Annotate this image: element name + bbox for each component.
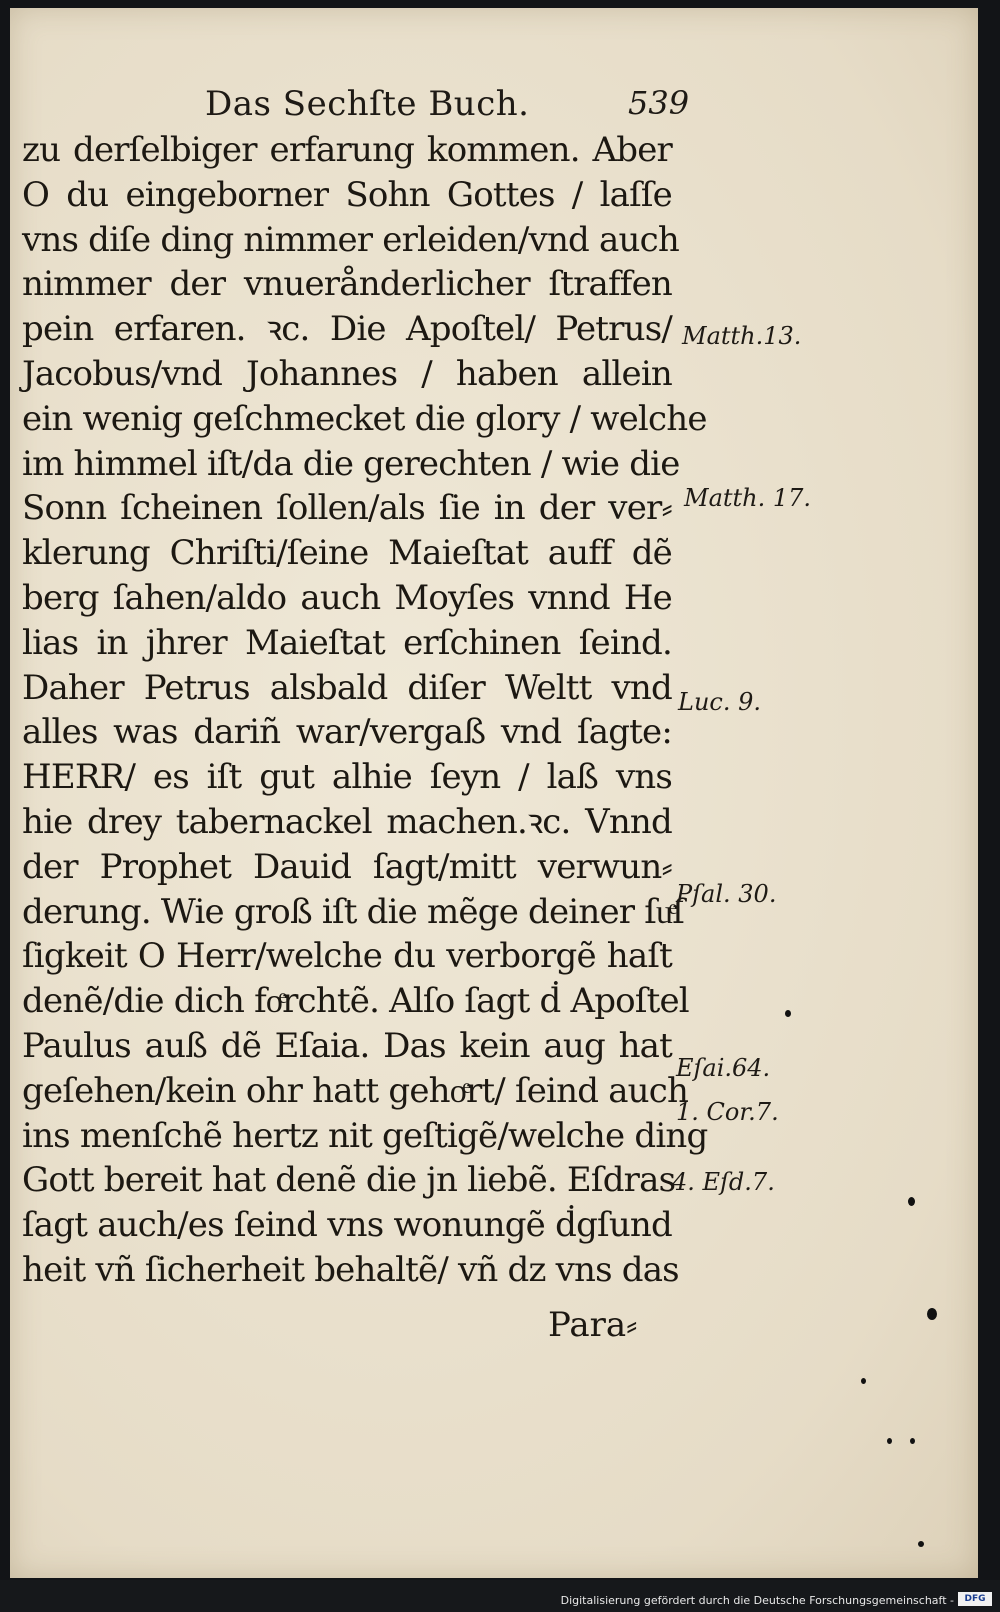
margin-note: 4. Eſd.7. <box>672 1168 775 1196</box>
text-line: denẽ/die dich foͤrchtẽ. Alſo ſagt ḋ Apoſtel <box>22 981 689 1022</box>
ink-speck <box>927 1308 937 1320</box>
footer-credit: Digitalisierung gefördert durch die Deutsche Forschungsgemeinschaft - <box>560 1594 954 1607</box>
ink-speck <box>910 1438 915 1444</box>
margin-note: Luc. 9. <box>678 688 761 716</box>
text-line: Daher Petrus alsbald diſer Weltt vnd <box>22 667 672 708</box>
text-line: Sonn ſcheinen ſollen/als ſie in der ver⸗ <box>22 488 672 529</box>
text-line: im himmel iſt/da die gerechten / wie die <box>22 443 680 484</box>
ink-speck <box>861 1378 866 1384</box>
text-line: nimmer der vnuerånderlicher ſtraffen <box>22 264 672 305</box>
text-line: Gott bereit hat denẽ die jn liebẽ. Eſdras <box>22 1160 676 1201</box>
ink-speck <box>785 1010 791 1017</box>
margin-note: Matth.13. <box>682 322 802 350</box>
text-line: pein erfaren. ꝛc. Die Apoſtel/ Petrus/ <box>22 309 672 350</box>
text-line: hie drey tabernackel machen.ꝛc. Vnnd <box>22 801 672 842</box>
page-number: 539 <box>628 84 690 122</box>
text-line: klerung Chriſti/ſeine Maieſtat auff dẽ <box>22 533 672 574</box>
margin-note: Eſai.64. <box>676 1054 771 1082</box>
catchword: Para⸗ <box>548 1305 638 1345</box>
ink-speck <box>887 1438 892 1444</box>
text-line: ein wenig geſchmecket die glory / welche <box>22 398 707 439</box>
body-text <box>22 128 708 1293</box>
margin-note: 1. Cor.7. <box>676 1098 779 1126</box>
text-line: alles was dariñ war/vergaß vnd ſagte: <box>22 712 672 753</box>
text-line: geſehen/kein ohr hatt gehoͤrt/ ſeind auch <box>22 1070 689 1111</box>
margin-note: Pſal. 30. <box>676 880 777 908</box>
text-line: zu derſelbiger erfarung kommen. Aber <box>22 130 672 170</box>
dfg-logo-icon: DFG <box>958 1592 992 1606</box>
text-line: Jacobus/vnd Johannes / haben allein <box>22 353 672 394</box>
text-line: vns diſe ding nimmer erleiden/vnd auch <box>22 219 679 260</box>
text-line: HERR/ es iſt gut alhie ſeyn / laß vns <box>22 757 672 798</box>
ink-speck <box>918 1541 924 1547</box>
text-line: der Prophet Dauid ſagt/mitt verwun⸗ <box>22 846 672 887</box>
text-line: derung. Wie groß iſt die mẽge deiner ſuͤſ <box>22 891 685 932</box>
text-line: ſigkeit O Herr/welche du verborgẽ haſt <box>22 936 672 977</box>
text-line: heit vñ ſicherheit behaltẽ/ vñ dz vns das <box>22 1249 679 1290</box>
text-line: ins menſchẽ hertz nit geſtigẽ/welche ding <box>22 1115 708 1156</box>
ink-speck <box>908 1197 915 1206</box>
running-head: Das Sechſte Buch. <box>205 84 530 124</box>
text-line: Paulus auß dẽ Eſaia. Das kein aug hat <box>22 1025 672 1066</box>
text-line: lias in jhrer Maieſtat erſchinen ſeind. <box>22 622 672 663</box>
text-line: berg ſahen/aldo auch Moyſes vnnd He <box>22 577 672 618</box>
text-line: O du eingeborner Sohn Gottes / laſſe <box>22 174 672 215</box>
margin-note: Matth. 17. <box>684 484 812 512</box>
text-line: ſagt auch/es ſeind vns wonungẽ ḋgſund <box>22 1205 672 1246</box>
